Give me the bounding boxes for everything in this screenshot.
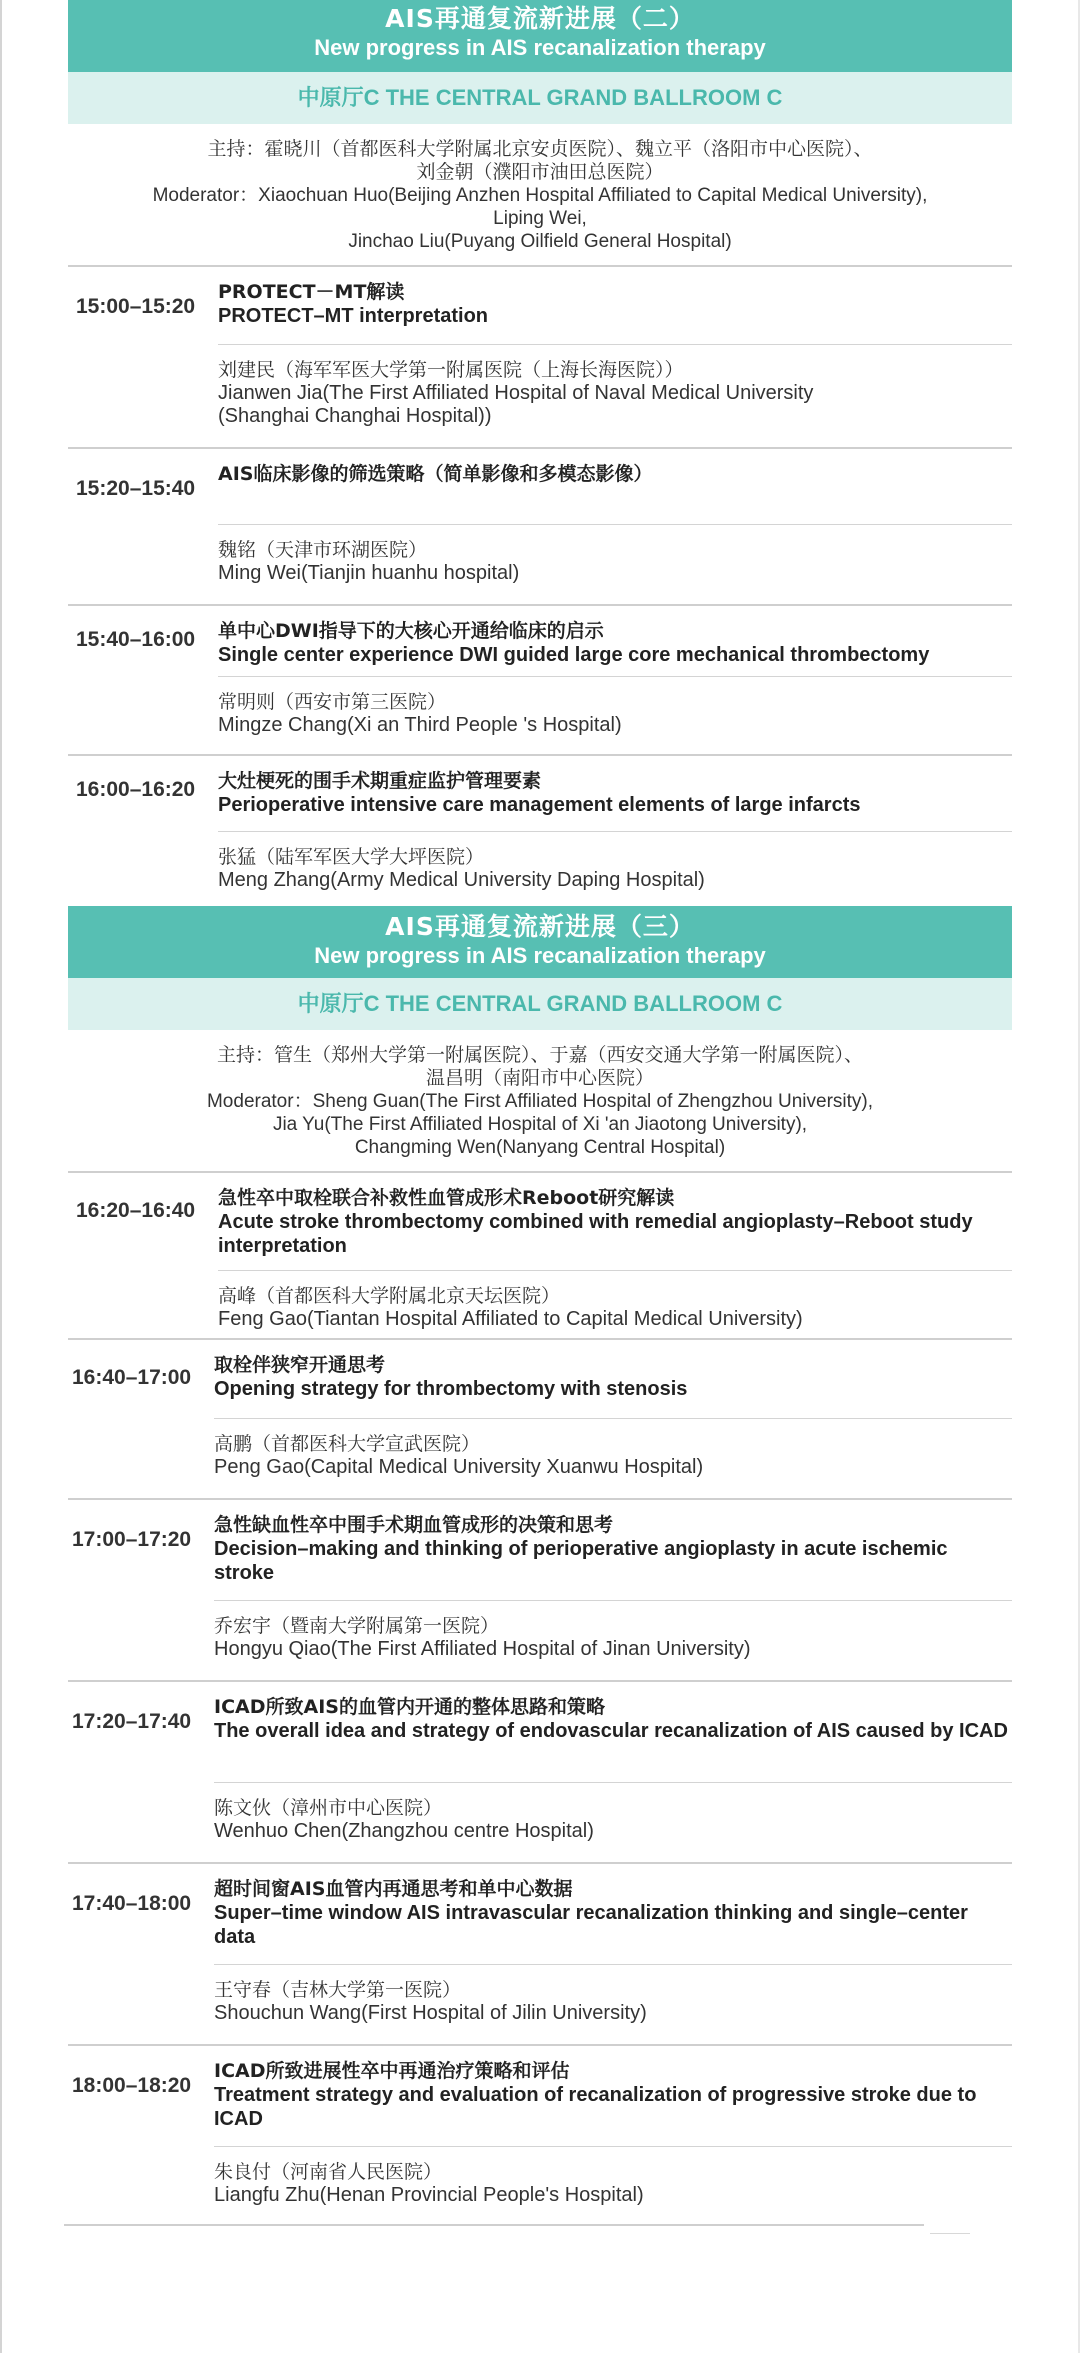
moderator-line: 主持：霍晓川（首都医科大学附属北京安贞医院）、魏立平（洛阳市中心医院）、	[207, 139, 873, 160]
item-title-zh: AIS临床影像的筛选策略（简单影像和多模态影像）	[218, 463, 653, 485]
moderator-line: Moderator：Xiaochuan Huo(Beijing Anzhen Hospital Affiliated to Capital Medical University),	[152, 185, 928, 206]
item-speaker-zh: 乔宏宇（暨南大学附属第一医院）	[214, 1615, 500, 1637]
session-title-zh: AIS再通复流新进展（三）	[385, 912, 695, 941]
item-speaker-zh: 朱良付（河南省人民医院）	[214, 2161, 443, 2183]
item-speaker-en: Feng Gao(Tiantan Hospital Affiliated to Capital Medical University)	[218, 1308, 803, 1330]
page-left-border	[0, 0, 2, 2353]
program-item	[68, 1864, 1012, 2044]
session-title-en: New progress in AIS recanalization therapy	[314, 943, 766, 968]
item-title-en: The overall idea and strategy of endovascular recanalization of AIS caused by ICAD	[214, 1720, 1008, 1742]
item-speaker-en: Peng Gao(Capital Medical University Xuanwu Hospital)	[214, 1456, 704, 1478]
session-banner	[68, 0, 1012, 72]
session-2	[68, 0, 1012, 906]
item-title-en: Decision–making and thinking of perioperative angioplasty in acute ischemic stroke	[214, 1538, 948, 1584]
item-speaker-en: Shouchun Wang(First Hospital of Jilin University)	[214, 2002, 647, 2024]
item-speaker-en: Hongyu Qiao(The First Affiliated Hospital of Jinan University)	[214, 1638, 751, 1660]
item-title-zh: ICAD所致AIS的血管内开通的整体思路和策略	[214, 1696, 605, 1718]
item-speaker-en: Meng Zhang(Army Medical University Daping Hospital)	[218, 869, 705, 891]
session-title-zh: AIS再通复流新进展（二）	[385, 4, 695, 33]
session-banner	[68, 906, 1012, 978]
program-item	[68, 1682, 1012, 1862]
item-title-zh: 单中心DWI指导下的大核心开通给临床的启示	[218, 620, 604, 642]
item-speaker-zh: 王守春（吉林大学第一医院）	[214, 1979, 462, 2001]
session-room: 中原厅C THE CENTRAL GRAND BALLROOM C	[68, 978, 1012, 1030]
item-time: 15:20–15:40	[76, 477, 196, 500]
item-title-en: Single center experience DWI guided large core mechanical thrombectomy	[218, 644, 930, 666]
item-time: 17:00–17:20	[72, 1528, 192, 1551]
item-time: 16:20–16:40	[76, 1199, 196, 1222]
item-title-en: Super–time window AIS intravascular recanalization thinking and single–center data	[214, 1902, 968, 1948]
item-speaker-zh: 魏铭（天津市环湖医院）	[218, 539, 428, 561]
item-title-zh: ICAD所致进展性卒中再通治疗策略和评估	[214, 2060, 570, 2082]
item-title-en: Perioperative intensive care management elements of large infarcts	[218, 794, 861, 816]
program-item	[68, 1340, 1012, 1498]
item-time: 15:00–15:20	[76, 295, 196, 318]
item-speaker-en: Liangfu Zhu(Henan Provincial People's Hospital)	[214, 2184, 644, 2206]
item-time: 16:00–16:20	[76, 778, 196, 801]
session-moderators	[68, 1030, 1012, 1171]
moderator-line: Liping Wei,	[493, 208, 587, 229]
moderator-line: 刘金朝（濮阳市油田总医院）	[416, 162, 664, 183]
program-item	[68, 1173, 1012, 1338]
item-speaker-en: Wenhuo Chen(Zhangzhou centre Hospital)	[214, 1820, 594, 1842]
item-title-en: Opening strategy for thrombectomy with stenosis	[214, 1378, 688, 1400]
item-speaker-en: Ming Wei(Tianjin huanhu hospital)	[218, 562, 520, 584]
session-title-en: New progress in AIS recanalization therapy	[314, 35, 766, 60]
program-item	[68, 1500, 1012, 1680]
item-title-en: PROTECT–MT interpretation	[218, 305, 489, 327]
moderator-line: 主持：管生（郑州大学第一附属医院）、于嘉（西安交通大学第一附属医院）、	[216, 1045, 863, 1066]
item-speaker-en: Jianwen Jia(The First Affiliated Hospital of Naval Medical University (Shanghai Changhai Hospital))	[218, 382, 814, 427]
item-time: 17:20–17:40	[72, 1710, 192, 1733]
program-item	[68, 756, 1012, 906]
item-speaker-en: Mingze Chang(Xi an Third People 's Hospital)	[218, 714, 622, 736]
program-item	[68, 449, 1012, 604]
program-item	[68, 2046, 1012, 2224]
item-title-en: Treatment strategy and evaluation of recanalization of progressive stroke due to ICAD	[214, 2084, 977, 2130]
item-speaker-zh: 张猛（陆军军医大学大坪医院）	[218, 846, 485, 868]
item-title-zh: 超时间窗AIS血管内再通思考和单中心数据	[214, 1878, 573, 1900]
moderator-line: 温昌明（南阳市中心医院）	[425, 1068, 654, 1089]
item-title-zh: PROTECT－MT解读	[218, 281, 405, 303]
moderator-line: Jia Yu(The First Affiliated Hospital of Xi 'an Jiaotong University),	[272, 1114, 808, 1135]
moderator-line: Moderator：Sheng Guan(The First Affiliated Hospital of Zhengzhou University),	[206, 1091, 874, 1112]
item-title-zh: 取栓伴狭窄开通思考	[214, 1354, 386, 1376]
moderator-line: Jinchao Liu(Puyang Oilfield General Hospital)	[348, 231, 732, 252]
item-time: 18:00–18:20	[72, 2074, 192, 2097]
program-item	[68, 267, 1012, 447]
item-speaker-zh: 刘建民（海军军医大学第一附属医院（上海长海医院））	[218, 359, 684, 381]
session-3	[68, 906, 1012, 2226]
footer-line	[930, 2233, 970, 2234]
item-time: 16:40–17:00	[72, 1366, 192, 1389]
item-speaker-zh: 高峰（首都医科大学附属北京天坛医院）	[218, 1285, 561, 1307]
item-time: 17:40–18:00	[72, 1892, 192, 1915]
session-moderators	[68, 124, 1012, 265]
item-title-zh: 急性卒中取栓联合补救性血管成形术Reboot研究解读	[218, 1187, 675, 1209]
item-title-en: Acute stroke thrombectomy combined with remedial angioplasty–Reboot study interpretation	[218, 1211, 973, 1257]
program-item	[68, 606, 1012, 754]
item-speaker-zh: 高鹏（首都医科大学宣武医院）	[214, 1433, 481, 1455]
item-time: 15:40–16:00	[76, 628, 196, 651]
moderator-line: Changming Wen(Nanyang Central Hospital)	[354, 1137, 726, 1158]
item-title-zh: 大灶梗死的围手术期重症监护管理要素	[218, 770, 542, 792]
item-title-zh: 急性缺血性卒中围手术期血管成形的决策和思考	[214, 1514, 614, 1536]
session-room: 中原厅C THE CENTRAL GRAND BALLROOM C	[68, 72, 1012, 124]
item-speaker-zh: 常明则（西安市第三医院）	[218, 691, 447, 713]
divider	[64, 2224, 924, 2226]
item-speaker-zh: 陈文伙（漳州市中心医院）	[214, 1797, 443, 1819]
